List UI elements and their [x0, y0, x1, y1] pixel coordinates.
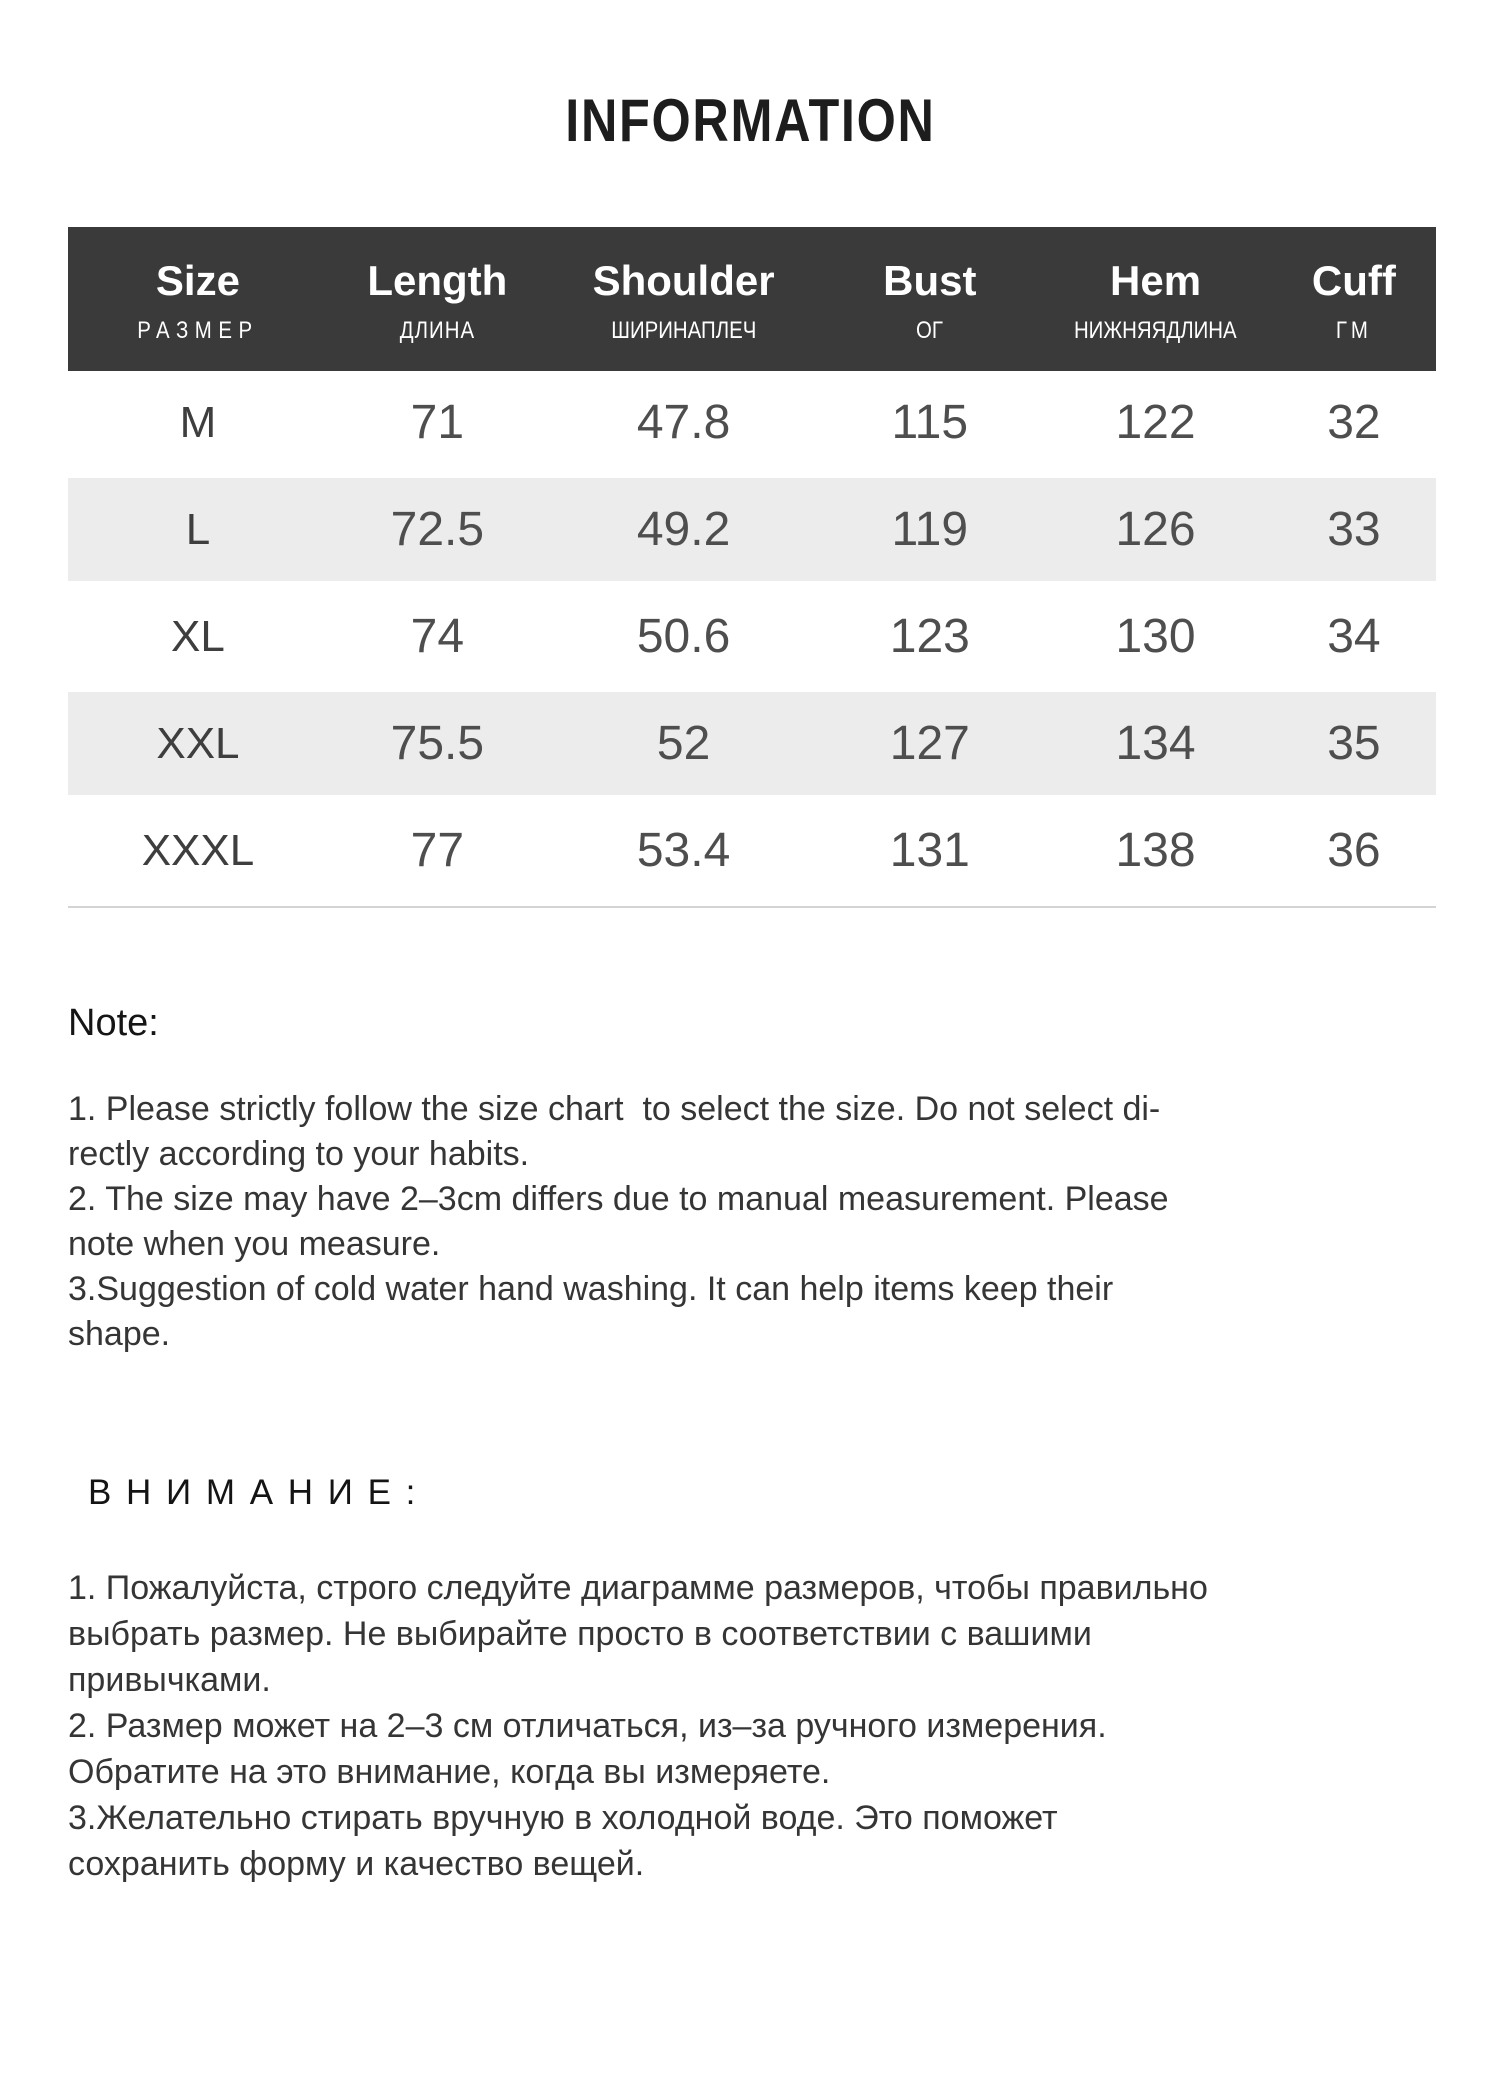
cell-hem: 130	[1039, 585, 1272, 692]
cell-size: XXXL	[68, 799, 328, 906]
cell-bust: 119	[820, 478, 1039, 585]
note-heading-ru: ВНИМАНИЕ:	[88, 1473, 431, 1512]
header-cell-hem	[1039, 227, 1272, 371]
note-body-en	[68, 1087, 1430, 1357]
header-cell-cuff	[1272, 227, 1436, 371]
cell-shoulder: 49.2	[547, 478, 821, 585]
page-title	[0, 86, 1500, 155]
cell-length: 74	[328, 585, 547, 692]
cell-cuff: 35	[1272, 692, 1436, 799]
header-row	[68, 227, 1436, 371]
cell-shoulder: 50.6	[547, 585, 821, 692]
note-en-line: rectly according to your habits.	[68, 1135, 530, 1173]
cell-length: 75.5	[328, 692, 547, 799]
cell-hem: 122	[1039, 371, 1272, 478]
cell-cuff: 32	[1272, 371, 1436, 478]
header-cell-length	[328, 227, 547, 371]
cell-bust: 127	[820, 692, 1039, 799]
cell-shoulder: 47.8	[547, 371, 821, 478]
size-table-header	[68, 227, 1436, 371]
cell-size: L	[68, 478, 328, 585]
note-body-ru	[68, 1565, 1430, 1887]
cell-size: M	[68, 371, 328, 478]
cell-bust: 123	[820, 585, 1039, 692]
cell-hem: 134	[1039, 692, 1272, 799]
cell-hem: 126	[1039, 478, 1272, 585]
table-row	[68, 692, 1436, 799]
cell-cuff: 34	[1272, 585, 1436, 692]
note-ru-line: 1. Пожалуйста, строго следуйте диаграмме размеров, чтобы правильно	[68, 1569, 1208, 1607]
header-sublabel-cuff: ГМ	[1335, 317, 1373, 344]
table-row	[68, 371, 1436, 478]
cell-hem: 138	[1039, 799, 1272, 906]
cell-bust: 115	[820, 371, 1039, 478]
note-ru-line: привычками.	[68, 1661, 271, 1699]
note-en-line: note when you measure.	[68, 1225, 441, 1263]
header-sublabel-length: ДЛИНА	[399, 317, 475, 344]
table-row	[68, 585, 1436, 692]
header-label-hem: Hem	[1110, 257, 1202, 304]
header-label-length: Length	[367, 257, 508, 304]
note-section-en	[68, 1002, 1430, 1357]
note-heading-en: Note:	[68, 1002, 159, 1044]
size-table	[68, 227, 1436, 908]
note-ru-line: 3.Желательно стирать вручную в холодной воде. Это поможет	[68, 1799, 1058, 1837]
note-ru-line: выбрать размер. Не выбирайте просто в соответствии с вашими	[68, 1615, 1092, 1653]
note-section-ru	[68, 1473, 1430, 1887]
table-row	[68, 478, 1436, 585]
note-en-line: 2. The size may have 2–3cm differs due to manual measurement. Please	[68, 1180, 1169, 1218]
cell-size: XXL	[68, 692, 328, 799]
header-sublabel-size: РАЗМЕР	[137, 317, 259, 344]
note-ru-line: Обратите на это внимание, когда вы измеряете.	[68, 1753, 831, 1791]
note-en-line: 1. Please strictly follow the size chart to select the size. Do not select di-	[68, 1090, 1161, 1128]
header-label-shoulder: Shoulder	[592, 257, 775, 304]
cell-bust: 131	[820, 799, 1039, 906]
note-en-line: shape.	[68, 1315, 171, 1353]
cell-cuff: 36	[1272, 799, 1436, 906]
header-label-size: Size	[155, 257, 240, 304]
note-ru-line: 2. Размер может на 2–3 см отличаться, из–за ручного измерения.	[68, 1707, 1107, 1745]
note-ru-line: сохранить форму и качество вещей.	[68, 1845, 645, 1883]
page-title-text: INFORMATION	[564, 87, 936, 154]
header-cell-size	[68, 227, 328, 371]
cell-size: XL	[68, 585, 328, 692]
header-sublabel-bust: ОГ	[916, 317, 944, 344]
cell-shoulder: 52	[547, 692, 821, 799]
header-cell-shoulder	[547, 227, 821, 371]
header-label-bust: Bust	[883, 257, 977, 304]
table-row	[68, 799, 1436, 906]
header-cell-bust	[820, 227, 1039, 371]
header-sublabel-shoulder: ШИРИНАПЛЕЧ	[611, 317, 757, 344]
cell-cuff: 33	[1272, 478, 1436, 585]
cell-length: 71	[328, 371, 547, 478]
cell-length: 72.5	[328, 478, 547, 585]
cell-length: 77	[328, 799, 547, 906]
header-label-cuff: Cuff	[1311, 257, 1396, 304]
note-en-line: 3.Suggestion of cold water hand washing. It can help items keep their	[68, 1270, 1114, 1308]
header-sublabel-hem: НИЖНЯЯДЛИНА	[1074, 317, 1237, 344]
cell-shoulder: 53.4	[547, 799, 821, 906]
